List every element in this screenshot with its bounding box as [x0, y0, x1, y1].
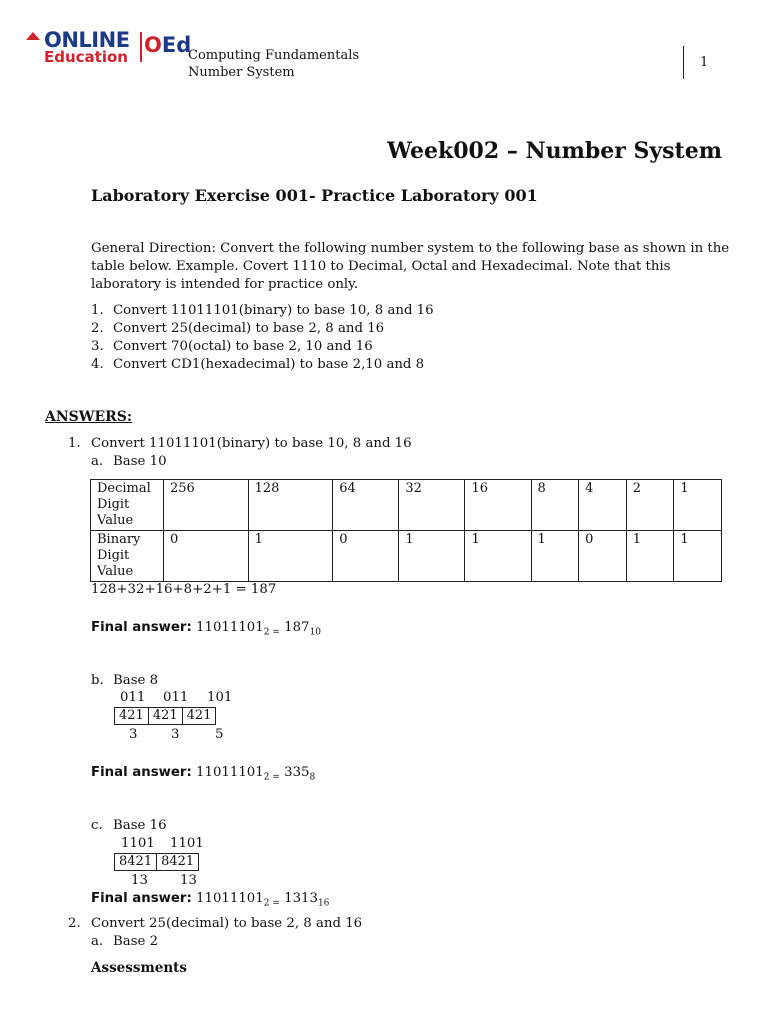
- table-cell: 4: [579, 480, 627, 531]
- course-name: Computing Fundamentals: [188, 48, 360, 63]
- table-header-cell: Binary Digit Value: [91, 531, 164, 582]
- topic-name: Number System: [188, 65, 295, 80]
- answer1-number: 1.: [68, 436, 81, 451]
- page-number: 1: [700, 55, 709, 70]
- octal-result: 3: [171, 727, 180, 742]
- list-item: 2. Convert 25(decimal) to base 2, 8 and 16: [91, 321, 385, 336]
- table-cell: 1: [248, 531, 333, 582]
- table-cell: 256: [164, 480, 249, 531]
- final-answer-base16: Final answer: $11011101_{2 =}$ $1313_{16}$: [91, 891, 330, 909]
- answers-heading: ANSWERS:: [45, 409, 133, 425]
- hex-group: 1101: [121, 836, 155, 851]
- final-answer-base10: Final answer: $11011101_{2 =}$ $187_{10}$: [91, 620, 321, 638]
- hex-result: 13: [180, 873, 197, 888]
- page-number-divider: [683, 46, 684, 79]
- octal-weights-table: [114, 707, 216, 725]
- list-item: 4. Convert CD1(hexadecimal) to base 2,10 and 8: [91, 357, 425, 372]
- table-cell: 421: [115, 708, 149, 725]
- hex-group: 1101: [170, 836, 204, 851]
- final-answer-label: Final answer:: [91, 765, 192, 780]
- decimal-conversion-table: [90, 479, 722, 582]
- answer1-b-label: b.: [91, 673, 104, 688]
- table-header-cell: Decimal Digit Value: [91, 480, 164, 531]
- table-cell: 1: [399, 531, 465, 582]
- octal-result: 5: [215, 727, 224, 742]
- table-cell: 0: [333, 531, 399, 582]
- final-answer-base8: Final answer: $11011101_{2 =}$ $335_8$: [91, 765, 316, 783]
- logo-mark-icon: [26, 32, 40, 40]
- octal-group: 101: [207, 690, 233, 705]
- table-row: [91, 480, 722, 531]
- logo-divider: [140, 32, 142, 62]
- hex-weights-table: [114, 853, 199, 871]
- logo-text-online: ONLINE: [44, 28, 130, 52]
- answer1-a-label: a.: [91, 454, 104, 469]
- table-row: [91, 531, 722, 582]
- table-cell: 1: [626, 531, 674, 582]
- answer2-question: Convert 25(decimal) to base 2, 8 and 16: [91, 916, 363, 931]
- answer2-number: 2.: [68, 916, 81, 931]
- logo: [22, 28, 192, 70]
- table-cell: 2: [626, 480, 674, 531]
- logo-text-oed: OEd: [144, 33, 192, 57]
- list-item: 3. Convert 70(octal) to base 2, 10 and 16: [91, 339, 373, 354]
- table-cell: 421: [148, 708, 182, 725]
- table-cell: 64: [333, 480, 399, 531]
- answer2-a-label: a.: [91, 934, 104, 949]
- answer2-a-text: Base 2: [113, 934, 159, 949]
- answer1-c-label: c.: [91, 818, 103, 833]
- page-title: Week002 – Number System: [387, 138, 722, 164]
- table-cell: 16: [465, 480, 531, 531]
- table-cell: 421: [182, 708, 216, 725]
- header-text: [188, 47, 359, 81]
- table-cell: 128: [248, 480, 333, 531]
- logo-text-education: Education: [44, 48, 128, 66]
- final-answer-label: Final answer:: [91, 620, 192, 635]
- octal-group: 011: [120, 690, 146, 705]
- answer1-b-text: Base 8: [113, 673, 159, 688]
- table-cell: 1: [465, 531, 531, 582]
- table-row: [115, 708, 216, 725]
- table-cell: 8421: [157, 854, 199, 871]
- table-row: [115, 854, 199, 871]
- final-answer-label: Final answer:: [91, 891, 192, 906]
- table-cell: 0: [579, 531, 627, 582]
- answer1-c-text: Base 16: [113, 818, 167, 833]
- sum-expression: 128+32+16+8+2+1 = 187: [91, 582, 277, 597]
- table-cell: 8: [531, 480, 579, 531]
- hex-result: 13: [131, 873, 148, 888]
- answer1-a-text: Base 10: [113, 454, 167, 469]
- table-cell: 8421: [115, 854, 157, 871]
- table-cell: 32: [399, 480, 465, 531]
- octal-group: 011: [163, 690, 189, 705]
- table-cell: 0: [164, 531, 249, 582]
- general-direction: General Direction: Convert the following number system to the following base as shown in the table below. Example. Covert 1110 to Decimal, Octal and Hexadecimal. Note that this laboratory is intended for practice only.: [91, 241, 730, 292]
- table-cell: 1: [674, 531, 722, 582]
- assessments-heading: Assessments: [91, 960, 187, 976]
- octal-result: 3: [129, 727, 138, 742]
- list-item: 1. Convert 11011101(binary) to base 10, 8 and 16: [91, 303, 434, 318]
- table-cell: 1: [531, 531, 579, 582]
- task-list: [91, 302, 434, 374]
- exercise-subtitle: Laboratory Exercise 001- Practice Laboratory 001: [91, 186, 538, 205]
- answer1-question: Convert 11011101(binary) to base 10, 8 and 16: [91, 436, 412, 451]
- table-cell: 1: [674, 480, 722, 531]
